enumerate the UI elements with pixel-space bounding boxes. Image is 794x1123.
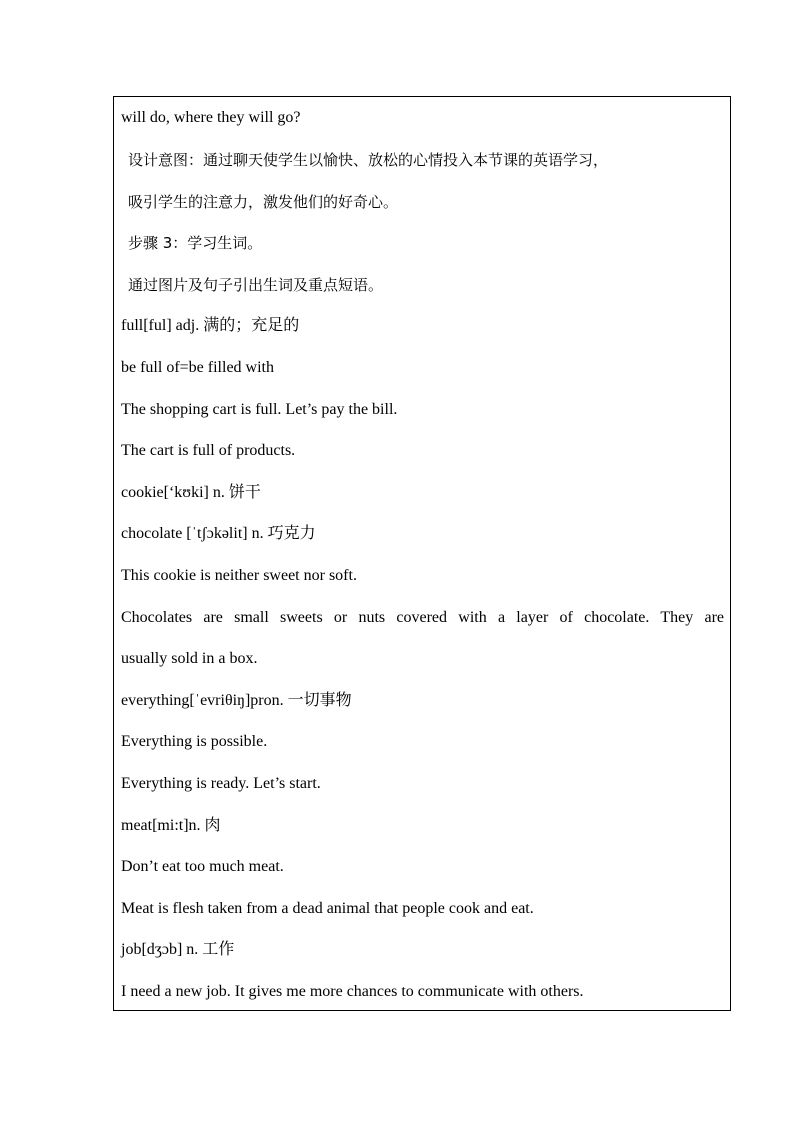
example-sentence: Everything is possible.	[121, 733, 268, 750]
example-sentence: Don’t eat too much meat.	[121, 858, 284, 875]
example-sentence: Meat is flesh taken from a dead animal that people cook and eat.	[121, 900, 534, 917]
example-sentence: The shopping cart is full. Let’s pay the bill.	[121, 401, 398, 418]
vocab-entry-everything: everything[ˈevriθiŋ]pron. 一切事物	[121, 692, 352, 709]
example-sentence: Everything is ready. Let’s start.	[121, 775, 321, 792]
text-line: 设计意图：通过聊天使学生以愉快、放松的心情投入本节课的英语学习，	[128, 151, 609, 169]
text-line: 步骤 3：学习生词。	[128, 234, 263, 252]
vocab-entry-job: job[dʒɔb] n. 工作	[121, 941, 235, 958]
vocab-entry-cookie: cookie[‘kʊki] n. 饼干	[121, 484, 261, 501]
text-line: be full of=be filled with	[121, 359, 274, 376]
example-sentence: I need a new job. It gives me more chances to communicate with others.	[121, 983, 584, 1000]
vocab-entry-chocolate: chocolate [ˈtʃɔkəlit] n. 巧克力	[121, 525, 316, 542]
example-sentence: The cart is full of products.	[121, 442, 296, 459]
text-line: 吸引学生的注意力，激发他们的好奇心。	[128, 193, 399, 211]
text-line: will do, where they will go?	[121, 109, 301, 126]
document-table-cell	[113, 96, 731, 1011]
example-sentence: This cookie is neither sweet nor soft.	[121, 567, 357, 584]
vocab-entry-meat: meat[mi:t]n. 肉	[121, 817, 221, 834]
vocab-entry-full: full[ful] adj. 满的；充足的	[121, 317, 300, 334]
example-sentence: Chocolates are small sweets or nuts covered with a layer of chocolate. They are	[121, 609, 724, 626]
text-line: 通过图片及句子引出生词及重点短语。	[128, 276, 384, 294]
example-sentence: usually sold in a box.	[121, 650, 258, 667]
